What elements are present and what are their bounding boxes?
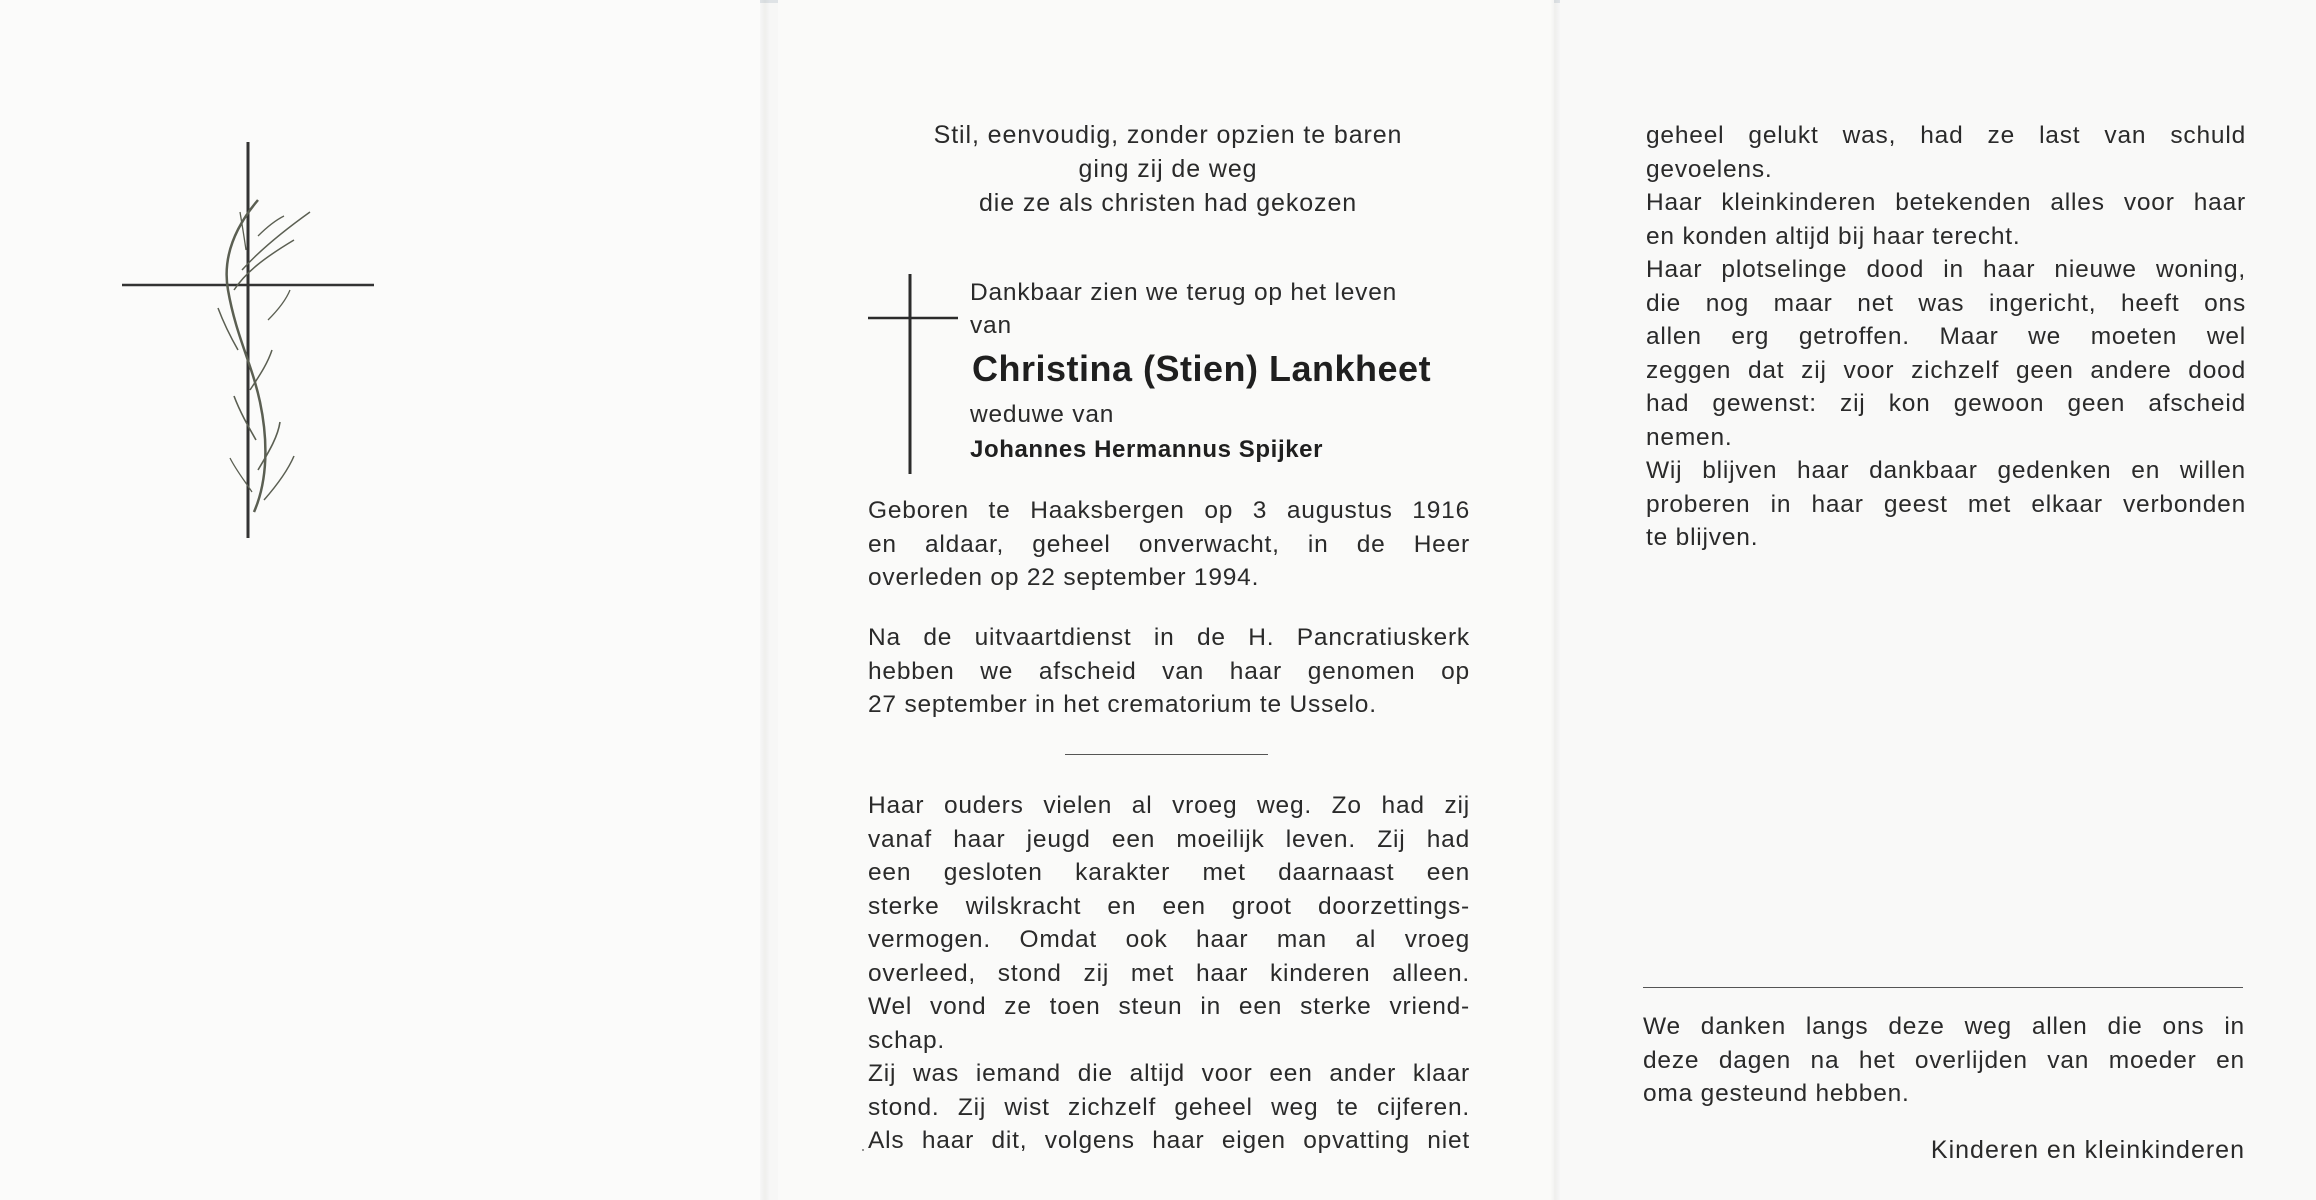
text-line: Haar ouders vielen al vroeg weg. Zo had zij bbox=[868, 792, 1470, 819]
text-line: Zij was iemand die altijd voor een ander klaar bbox=[868, 1060, 1470, 1087]
text-line: Haar kleinkinderen betekenden alles voor haar bbox=[1646, 189, 2246, 216]
text-line: overleden op 22 september 1994. bbox=[868, 564, 1260, 591]
funeral-paragraph bbox=[868, 621, 1470, 722]
life-story-continued bbox=[1646, 119, 2246, 555]
memorial-poem bbox=[868, 118, 1468, 220]
scan-speck bbox=[862, 1149, 864, 1151]
text-line: Geboren te Haaksbergen op 3 augustus 1916 bbox=[868, 497, 1470, 524]
text-line: te blijven. bbox=[1646, 524, 1759, 551]
text-line: gevoelens. bbox=[1646, 155, 1773, 183]
poem-line: die ze als christen had gekozen bbox=[978, 189, 1358, 217]
text-line: die nog maar net was ingericht, heeft ons bbox=[1646, 289, 2246, 317]
text-line: hebben we afscheid van haar genomen op bbox=[868, 657, 1470, 685]
signature-line: Kinderen en kleinkinderen bbox=[1930, 1136, 2245, 1164]
text-line: schap. bbox=[868, 1026, 945, 1054]
intro-line: van bbox=[970, 312, 1012, 339]
cross-icon bbox=[867, 272, 959, 476]
thanks-paragraph bbox=[1643, 1010, 2245, 1111]
cover-panel bbox=[0, 0, 760, 1200]
text-line: Wij blijven haar dankbaar gedenken en willen bbox=[1646, 457, 2246, 484]
text-line: overleed, stond zij met haar kinderen alleen. bbox=[868, 959, 1470, 987]
fold-shadow-right bbox=[1550, 0, 1560, 1200]
text-line: oma gesteund hebben. bbox=[1643, 1080, 1910, 1107]
widow-label: weduwe van bbox=[970, 401, 1115, 428]
text-line: een gesloten karakter met daarnaast een bbox=[868, 859, 1470, 886]
text-line: proberen in haar geest met elkaar verbonden bbox=[1646, 490, 2246, 518]
text-line: zeggen dat zij voor zichzelf geen andere dood bbox=[1646, 356, 2246, 384]
text-line: We danken langs deze weg allen die ons in bbox=[1643, 1013, 2245, 1040]
text-line: Wel vond ze toen steun in een sterke vriend- bbox=[868, 993, 1470, 1020]
cross-with-branch-icon bbox=[118, 140, 378, 540]
husband-name: Johannes Hermannus Spijker bbox=[970, 436, 1324, 463]
gratitude-intro bbox=[970, 276, 1470, 342]
text-line: deze dagen na het overlijden van moeder en bbox=[1643, 1046, 2245, 1074]
section-divider bbox=[1643, 987, 2243, 988]
text-line: sterke wilskracht en een groot doorzettings- bbox=[868, 892, 1470, 920]
text-line: Haar plotselinge dood in haar nieuwe woning, bbox=[1646, 256, 2246, 283]
life-story-paragraph bbox=[868, 789, 1470, 1158]
text-line: 27 september in het crematorium te Usselo. bbox=[868, 691, 1377, 718]
birth-death-paragraph bbox=[868, 494, 1470, 595]
deceased-name: Christina (Stien) Lankheet bbox=[972, 348, 1432, 389]
text-line: Als haar dit, volgens haar eigen opvatting niet bbox=[868, 1127, 1470, 1154]
text-line: geheel gelukt was, had ze last van schuld bbox=[1646, 122, 2246, 149]
text-line: vanaf haar jeugd een moeilijk leven. Zij had bbox=[868, 825, 1470, 853]
text-line: allen erg getroffen. Maar we moeten wel bbox=[1646, 323, 2246, 350]
text-line: en aldaar, geheel onverwacht, in de Heer bbox=[868, 530, 1470, 558]
fold-shadow-left bbox=[760, 0, 770, 1200]
text-line: had gewenst: zij kon gewoon geen afscheid bbox=[1646, 390, 2246, 417]
text-line: Na de uitvaartdienst in de H. Pancratiuskerk bbox=[868, 624, 1470, 651]
text-line: stond. Zij wist zichzelf geheel weg te cijferen. bbox=[868, 1093, 1470, 1121]
poem-line: Stil, eenvoudig, zonder opzien te baren bbox=[933, 121, 1403, 149]
poem-line: ging zij de weg bbox=[1078, 155, 1258, 183]
section-divider bbox=[1065, 754, 1268, 755]
text-line: vermogen. Omdat ook haar man al vroeg bbox=[868, 926, 1470, 953]
text-line: en konden altijd bij haar terecht. bbox=[1646, 222, 2021, 250]
text-line: nemen. bbox=[1646, 423, 1733, 451]
intro-line: Dankbaar zien we terug op het leven bbox=[970, 279, 1398, 306]
